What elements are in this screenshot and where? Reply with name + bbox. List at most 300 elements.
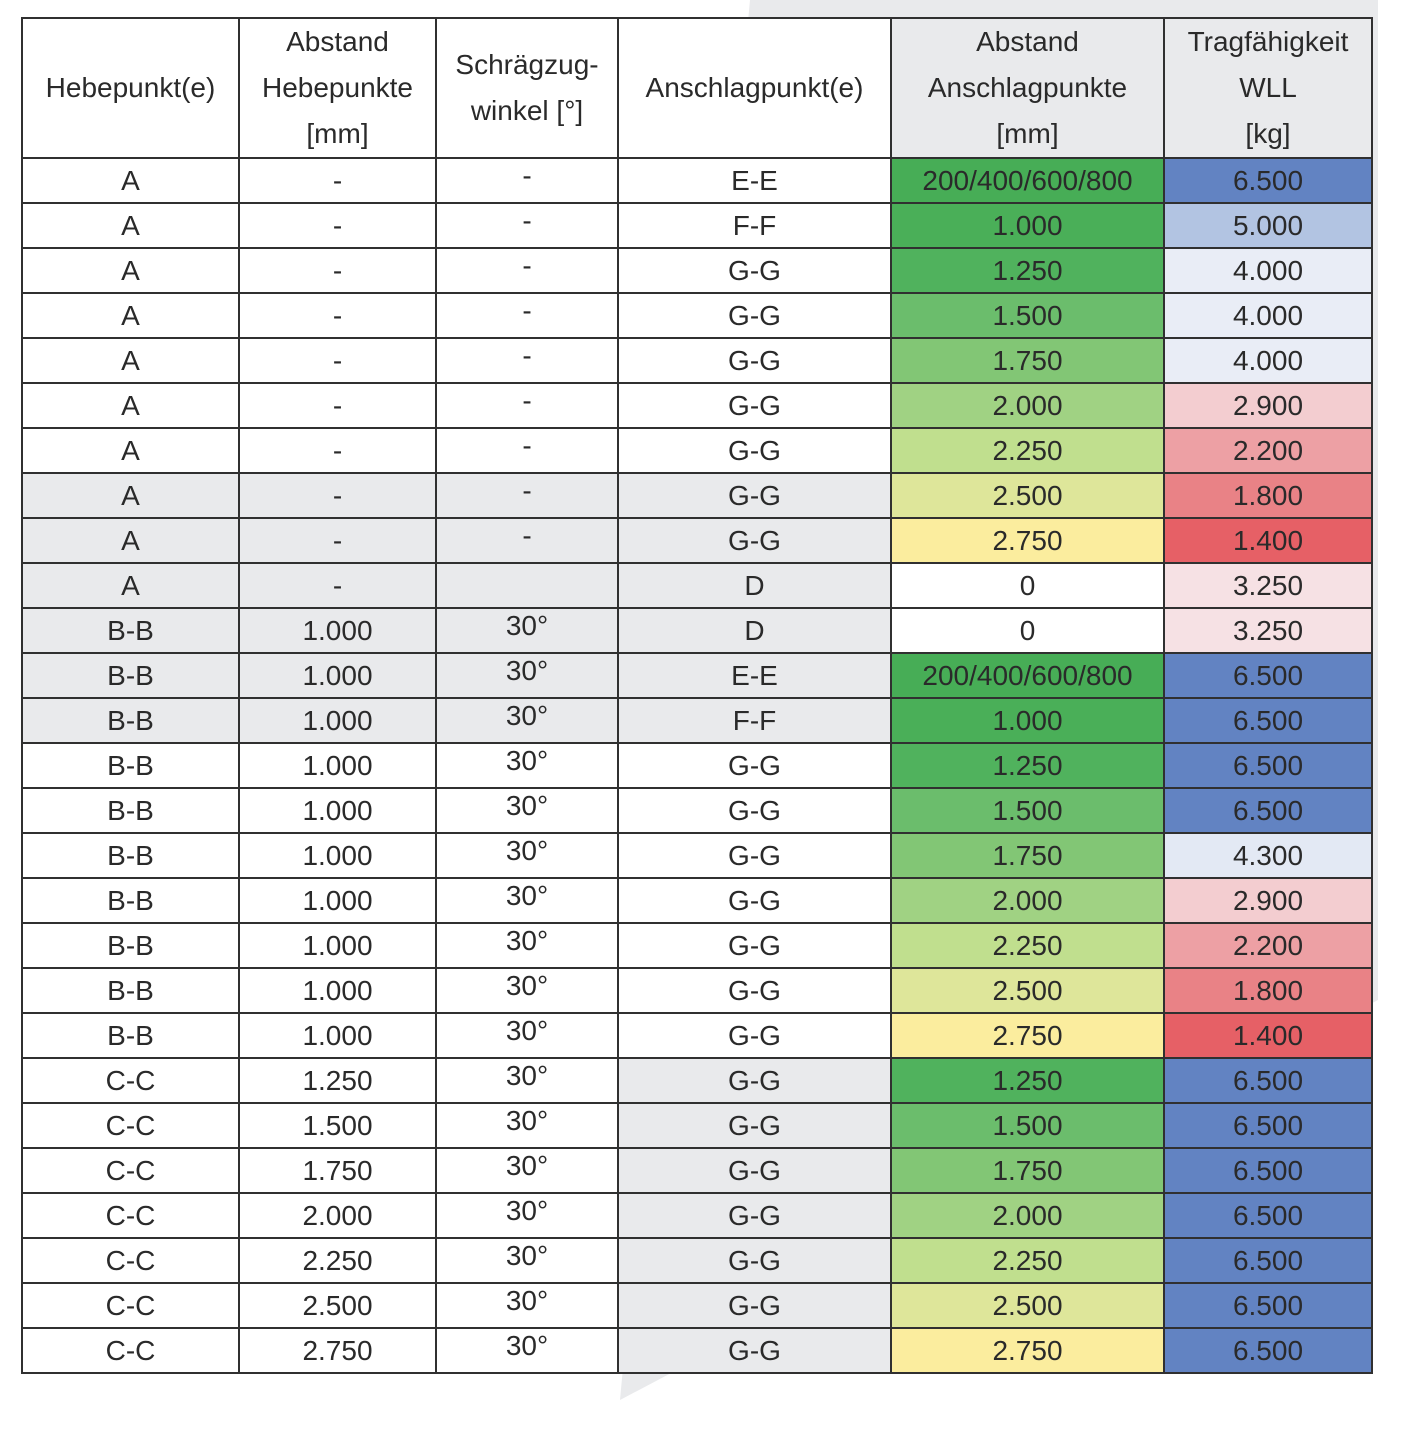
cell-abstand-anschlagpunkte xyxy=(891,833,1164,878)
cell-hebepunkt-text: A xyxy=(121,165,140,196)
cell-tragfaehigkeit-text: 6.500 xyxy=(1232,705,1304,736)
cell-schraegzugwinkel-text: 30° xyxy=(505,655,549,686)
cell-abstand-anschlagpunkte-text: 1.750 xyxy=(992,840,1063,871)
cell-abstand-hebepunkte-text: 2.750 xyxy=(302,1335,373,1366)
cell-tragfaehigkeit xyxy=(1164,428,1372,473)
cell-hebepunkt-text: A xyxy=(121,525,140,556)
cell-abstand-hebepunkte-text: 1.000 xyxy=(302,795,373,826)
cell-schraegzugwinkel-text: - xyxy=(522,475,532,506)
cell-abstand-anschlagpunkte xyxy=(891,158,1164,203)
cell-abstand-hebepunkte-text: - xyxy=(332,480,343,511)
cell-abstand-anschlagpunkte-text: 2.250 xyxy=(992,1245,1063,1276)
cell-anschlagpunkt-text: G-G xyxy=(728,885,781,916)
cell-abstand-hebepunkte xyxy=(239,1328,436,1373)
cell-hebepunkt-text: B-B xyxy=(107,705,154,736)
cell-abstand-anschlagpunkte-text: 1.000 xyxy=(992,210,1063,241)
table-row xyxy=(22,1328,1372,1373)
cell-anschlagpunkt-text: G-G xyxy=(728,1200,781,1231)
cell-abstand-hebepunkte xyxy=(239,1058,436,1103)
cell-hebepunkt xyxy=(22,653,239,698)
cell-abstand-hebepunkte xyxy=(239,608,436,653)
cell-anschlagpunkt xyxy=(618,203,891,248)
cell-tragfaehigkeit xyxy=(1164,1283,1372,1328)
cell-schraegzugwinkel xyxy=(436,1148,618,1193)
cell-tragfaehigkeit xyxy=(1164,1058,1372,1103)
cell-anschlagpunkt-text: G-G xyxy=(728,435,781,466)
cell-anschlagpunkt xyxy=(618,1283,891,1328)
cell-anschlagpunkt xyxy=(618,428,891,473)
cell-anschlagpunkt-text: G-G xyxy=(728,1335,781,1366)
cell-hebepunkt-text: A xyxy=(121,255,140,286)
cell-tragfaehigkeit xyxy=(1164,1013,1372,1058)
cell-hebepunkt-text: C-C xyxy=(105,1155,156,1186)
cell-abstand-anschlagpunkte-text: 2.500 xyxy=(992,1290,1063,1321)
cell-abstand-anschlagpunkte xyxy=(891,788,1164,833)
cell-abstand-anschlagpunkte-text: 2.250 xyxy=(992,435,1063,466)
cell-tragfaehigkeit xyxy=(1164,608,1372,653)
cell-abstand-hebepunkte-text: 2.500 xyxy=(302,1290,373,1321)
cell-schraegzugwinkel xyxy=(436,1283,618,1328)
cell-schraegzugwinkel-text: - xyxy=(522,295,532,326)
table-row xyxy=(22,743,1372,788)
cell-abstand-anschlagpunkte xyxy=(891,653,1164,698)
cell-schraegzugwinkel xyxy=(436,698,618,743)
table-row xyxy=(22,923,1372,968)
cell-abstand-hebepunkte-text: - xyxy=(332,525,343,556)
header-line: [mm] xyxy=(996,118,1059,149)
cell-abstand-anschlagpunkte-text: 2.250 xyxy=(992,930,1063,961)
table-row xyxy=(22,698,1372,743)
cell-schraegzugwinkel xyxy=(436,1058,618,1103)
header-line: Tragfähigkeit xyxy=(1187,26,1349,57)
table-row xyxy=(22,518,1372,563)
cell-anschlagpunkt-text: G-G xyxy=(728,795,781,826)
cell-tragfaehigkeit-text: 1.800 xyxy=(1232,975,1304,1006)
cell-anschlagpunkt xyxy=(618,968,891,1013)
cell-schraegzugwinkel-text: 30° xyxy=(505,790,549,821)
cell-abstand-anschlagpunkte-text: 1.250 xyxy=(992,750,1063,781)
cell-abstand-anschlagpunkte-text: 2.750 xyxy=(992,1020,1063,1051)
table-row xyxy=(22,608,1372,653)
cell-hebepunkt xyxy=(22,788,239,833)
cell-anschlagpunkt-text: G-G xyxy=(728,345,781,376)
cell-anschlagpunkt xyxy=(618,833,891,878)
cell-abstand-hebepunkte xyxy=(239,1283,436,1328)
header-hebepunkt xyxy=(22,18,239,158)
cell-anschlagpunkt-text: G-G xyxy=(728,1245,781,1276)
cell-anschlagpunkt xyxy=(618,1193,891,1238)
cell-tragfaehigkeit-text: 1.800 xyxy=(1232,480,1304,511)
cell-anschlagpunkt xyxy=(618,608,891,653)
cell-abstand-anschlagpunkte-text: 2.500 xyxy=(992,480,1063,511)
cell-schraegzugwinkel-text: 30° xyxy=(505,700,549,731)
cell-hebepunkt xyxy=(22,1103,239,1148)
cell-tragfaehigkeit-text: 4.000 xyxy=(1232,255,1304,286)
cell-tragfaehigkeit xyxy=(1164,203,1372,248)
cell-abstand-hebepunkte xyxy=(239,698,436,743)
cell-tragfaehigkeit-text: 6.500 xyxy=(1232,1290,1304,1321)
cell-tragfaehigkeit-text: 6.500 xyxy=(1232,795,1304,826)
cell-abstand-hebepunkte-text: 1.750 xyxy=(302,1155,373,1186)
cell-tragfaehigkeit-text: 6.500 xyxy=(1232,750,1304,781)
cell-schraegzugwinkel-text: - xyxy=(522,340,532,371)
cell-abstand-anschlagpunkte xyxy=(891,923,1164,968)
cell-hebepunkt xyxy=(22,248,239,293)
cell-hebepunkt xyxy=(22,1193,239,1238)
cell-abstand-hebepunkte xyxy=(239,968,436,1013)
cell-abstand-anschlagpunkte-text: 200/400/600/800 xyxy=(922,165,1133,196)
table-row xyxy=(22,338,1372,383)
cell-tragfaehigkeit xyxy=(1164,1328,1372,1373)
cell-hebepunkt xyxy=(22,923,239,968)
cell-anschlagpunkt-text: G-G xyxy=(728,1065,781,1096)
cell-schraegzugwinkel-text: 30° xyxy=(505,925,549,956)
cell-abstand-anschlagpunkte xyxy=(891,1193,1164,1238)
cell-hebepunkt xyxy=(22,698,239,743)
cell-abstand-anschlagpunkte xyxy=(891,428,1164,473)
cell-abstand-hebepunkte xyxy=(239,743,436,788)
cell-abstand-anschlagpunkte xyxy=(891,698,1164,743)
cell-abstand-anschlagpunkte-text: 1.250 xyxy=(992,255,1063,286)
cell-abstand-hebepunkte-text: 1.000 xyxy=(302,1020,373,1051)
cell-abstand-hebepunkte-text: 1.250 xyxy=(302,1065,373,1096)
cell-hebepunkt xyxy=(22,563,239,608)
cell-tragfaehigkeit-text: 4.300 xyxy=(1232,840,1304,871)
cell-hebepunkt xyxy=(22,878,239,923)
load-capacity-table xyxy=(21,17,1373,1374)
cell-abstand-anschlagpunkte-text: 0 xyxy=(1019,615,1036,646)
table-row xyxy=(22,878,1372,923)
cell-hebepunkt-text: C-C xyxy=(105,1290,156,1321)
cell-abstand-hebepunkte xyxy=(239,1193,436,1238)
cell-schraegzugwinkel-text: 30° xyxy=(505,970,549,1001)
cell-tragfaehigkeit-text: 6.500 xyxy=(1232,1065,1304,1096)
cell-hebepunkt xyxy=(22,293,239,338)
cell-abstand-anschlagpunkte xyxy=(891,1283,1164,1328)
cell-tragfaehigkeit xyxy=(1164,293,1372,338)
cell-hebepunkt xyxy=(22,1283,239,1328)
table-row xyxy=(22,1058,1372,1103)
cell-abstand-hebepunkte-text: - xyxy=(332,345,343,376)
cell-tragfaehigkeit-text: 5.000 xyxy=(1232,210,1304,241)
cell-tragfaehigkeit-text: 4.000 xyxy=(1232,345,1304,376)
cell-tragfaehigkeit-text: 1.400 xyxy=(1232,1020,1304,1051)
cell-schraegzugwinkel xyxy=(436,788,618,833)
header-line: Hebepunkt(e) xyxy=(45,72,216,103)
cell-hebepunkt-text: C-C xyxy=(105,1335,156,1366)
cell-hebepunkt-text: B-B xyxy=(107,885,154,916)
cell-anschlagpunkt-text: G-G xyxy=(728,390,781,421)
cell-schraegzugwinkel xyxy=(436,923,618,968)
cell-hebepunkt xyxy=(22,428,239,473)
cell-schraegzugwinkel-text: - xyxy=(522,205,532,236)
cell-abstand-anschlagpunkte xyxy=(891,608,1164,653)
cell-abstand-hebepunkte xyxy=(239,923,436,968)
cell-hebepunkt-text: A xyxy=(121,210,140,241)
cell-schraegzugwinkel-text: - xyxy=(522,430,532,461)
header-line: Schrägzug- xyxy=(455,49,599,80)
cell-abstand-anschlagpunkte xyxy=(891,383,1164,428)
cell-hebepunkt-text: B-B xyxy=(107,930,154,961)
cell-abstand-hebepunkte-text: 1.000 xyxy=(302,615,373,646)
cell-hebepunkt-text: B-B xyxy=(107,660,154,691)
table-row xyxy=(22,653,1372,698)
cell-schraegzugwinkel-text: 30° xyxy=(505,610,549,641)
cell-schraegzugwinkel xyxy=(436,428,618,473)
cell-tragfaehigkeit-text: 6.500 xyxy=(1232,660,1304,691)
cell-hebepunkt-text: A xyxy=(121,480,140,511)
cell-abstand-hebepunkte xyxy=(239,1148,436,1193)
cell-abstand-hebepunkte xyxy=(239,203,436,248)
cell-hebepunkt xyxy=(22,833,239,878)
cell-schraegzugwinkel xyxy=(436,833,618,878)
cell-anschlagpunkt-text: G-G xyxy=(728,1110,781,1141)
cell-schraegzugwinkel xyxy=(436,518,618,563)
cell-abstand-anschlagpunkte-text: 2.000 xyxy=(992,390,1063,421)
cell-schraegzugwinkel-text: 30° xyxy=(505,1150,549,1181)
cell-tragfaehigkeit xyxy=(1164,473,1372,518)
cell-abstand-hebepunkte xyxy=(239,293,436,338)
cell-anschlagpunkt xyxy=(618,788,891,833)
table-row xyxy=(22,158,1372,203)
cell-hebepunkt-text: C-C xyxy=(105,1200,156,1231)
cell-schraegzugwinkel xyxy=(436,248,618,293)
cell-schraegzugwinkel-text: - xyxy=(522,250,532,281)
cell-hebepunkt-text: C-C xyxy=(105,1245,156,1276)
cell-hebepunkt-text: A xyxy=(121,390,140,421)
cell-abstand-hebepunkte xyxy=(239,1103,436,1148)
cell-abstand-anschlagpunkte xyxy=(891,968,1164,1013)
cell-abstand-anschlagpunkte xyxy=(891,1148,1164,1193)
cell-abstand-hebepunkte xyxy=(239,833,436,878)
cell-schraegzugwinkel-text: 30° xyxy=(505,835,549,866)
table-row xyxy=(22,1238,1372,1283)
cell-abstand-hebepunkte-text: 2.250 xyxy=(302,1245,373,1276)
header-tragfaehigkeit-wll xyxy=(1164,18,1372,158)
cell-tragfaehigkeit xyxy=(1164,1193,1372,1238)
cell-hebepunkt xyxy=(22,338,239,383)
table-row xyxy=(22,293,1372,338)
cell-abstand-hebepunkte xyxy=(239,788,436,833)
cell-tragfaehigkeit xyxy=(1164,248,1372,293)
cell-schraegzugwinkel xyxy=(436,293,618,338)
header-line: winkel [°] xyxy=(470,95,584,126)
cell-schraegzugwinkel-text: 30° xyxy=(505,1105,549,1136)
cell-abstand-anschlagpunkte-text: 1.500 xyxy=(992,300,1063,331)
cell-anschlagpunkt-text: G-G xyxy=(728,525,781,556)
cell-anschlagpunkt-text: G-G xyxy=(728,1155,781,1186)
cell-hebepunkt-text: B-B xyxy=(107,750,154,781)
header-line: Anschlagpunkte xyxy=(927,72,1128,103)
cell-abstand-hebepunkte-text: - xyxy=(332,255,343,286)
cell-anschlagpunkt xyxy=(618,923,891,968)
cell-tragfaehigkeit-text: 3.250 xyxy=(1232,615,1304,646)
cell-tragfaehigkeit xyxy=(1164,833,1372,878)
cell-anschlagpunkt xyxy=(618,698,891,743)
cell-abstand-anschlagpunkte-text: 2.750 xyxy=(992,1335,1063,1366)
cell-abstand-anschlagpunkte xyxy=(891,203,1164,248)
cell-schraegzugwinkel-text: 30° xyxy=(505,1330,549,1361)
cell-abstand-hebepunkte-text: 1.000 xyxy=(302,840,373,871)
header-line: [kg] xyxy=(1245,118,1291,149)
cell-abstand-hebepunkte-text: - xyxy=(332,570,343,601)
cell-tragfaehigkeit xyxy=(1164,788,1372,833)
cell-abstand-hebepunkte xyxy=(239,158,436,203)
cell-hebepunkt xyxy=(22,1013,239,1058)
cell-abstand-hebepunkte xyxy=(239,248,436,293)
cell-schraegzugwinkel-text: 30° xyxy=(505,1285,549,1316)
cell-tragfaehigkeit-text: 6.500 xyxy=(1232,165,1304,196)
cell-abstand-anschlagpunkte xyxy=(891,338,1164,383)
cell-hebepunkt-text: B-B xyxy=(107,840,154,871)
cell-abstand-anschlagpunkte-text: 1.000 xyxy=(992,705,1063,736)
cell-abstand-hebepunkte-text: - xyxy=(332,210,343,241)
cell-schraegzugwinkel-text: 30° xyxy=(505,880,549,911)
cell-anschlagpunkt xyxy=(618,1328,891,1373)
cell-tragfaehigkeit-text: 4.000 xyxy=(1232,300,1304,331)
cell-abstand-hebepunkte-text: 1.000 xyxy=(302,660,373,691)
table-row xyxy=(22,1193,1372,1238)
table-row xyxy=(22,1148,1372,1193)
header-line: Anschlagpunkt(e) xyxy=(645,72,864,103)
cell-tragfaehigkeit xyxy=(1164,518,1372,563)
cell-hebepunkt-text: B-B xyxy=(107,615,154,646)
header-anschlagpunkt xyxy=(618,18,891,158)
cell-tragfaehigkeit-text: 2.900 xyxy=(1232,390,1304,421)
cell-anschlagpunkt-text: G-G xyxy=(728,255,781,286)
cell-abstand-anschlagpunkte-text: 2.500 xyxy=(992,975,1063,1006)
cell-anschlagpunkt xyxy=(618,1058,891,1103)
cell-tragfaehigkeit xyxy=(1164,383,1372,428)
cell-tragfaehigkeit-text: 2.900 xyxy=(1232,885,1304,916)
cell-schraegzugwinkel xyxy=(436,1328,618,1373)
cell-schraegzugwinkel xyxy=(436,158,618,203)
cell-abstand-anschlagpunkte xyxy=(891,293,1164,338)
cell-anschlagpunkt-text: D xyxy=(744,570,765,601)
cell-abstand-hebepunkte xyxy=(239,1013,436,1058)
cell-schraegzugwinkel xyxy=(436,743,618,788)
cell-hebepunkt-text: C-C xyxy=(105,1110,156,1141)
cell-hebepunkt-text: B-B xyxy=(107,795,154,826)
cell-schraegzugwinkel xyxy=(436,1013,618,1058)
cell-abstand-anschlagpunkte-text: 2.000 xyxy=(992,885,1063,916)
cell-anschlagpunkt xyxy=(618,743,891,788)
cell-hebepunkt-text: A xyxy=(121,300,140,331)
cell-abstand-anschlagpunkte-text: 1.750 xyxy=(992,345,1063,376)
table-row xyxy=(22,203,1372,248)
cell-anschlagpunkt xyxy=(618,518,891,563)
cell-abstand-anschlagpunkte xyxy=(891,473,1164,518)
cell-anschlagpunkt xyxy=(618,878,891,923)
cell-hebepunkt xyxy=(22,608,239,653)
table-row xyxy=(22,788,1372,833)
cell-tragfaehigkeit xyxy=(1164,923,1372,968)
cell-schraegzugwinkel xyxy=(436,1193,618,1238)
cell-abstand-anschlagpunkte-text: 1.500 xyxy=(992,795,1063,826)
cell-abstand-anschlagpunkte-text: 2.000 xyxy=(992,1200,1063,1231)
cell-schraegzugwinkel xyxy=(436,383,618,428)
cell-tragfaehigkeit xyxy=(1164,743,1372,788)
cell-schraegzugwinkel-text: 30° xyxy=(505,745,549,776)
cell-abstand-hebepunkte-text: 1.500 xyxy=(302,1110,373,1141)
cell-anschlagpunkt xyxy=(618,653,891,698)
cell-hebepunkt xyxy=(22,1148,239,1193)
cell-tragfaehigkeit xyxy=(1164,968,1372,1013)
cell-tragfaehigkeit xyxy=(1164,653,1372,698)
cell-anschlagpunkt-text: E-E xyxy=(731,165,778,196)
cell-abstand-anschlagpunkte xyxy=(891,1103,1164,1148)
cell-schraegzugwinkel xyxy=(436,653,618,698)
cell-hebepunkt xyxy=(22,473,239,518)
cell-abstand-anschlagpunkte-text: 2.750 xyxy=(992,525,1063,556)
cell-abstand-anschlagpunkte xyxy=(891,743,1164,788)
cell-tragfaehigkeit-text: 6.500 xyxy=(1232,1110,1304,1141)
cell-tragfaehigkeit xyxy=(1164,878,1372,923)
cell-schraegzugwinkel xyxy=(436,563,618,608)
table-row xyxy=(22,968,1372,1013)
cell-tragfaehigkeit xyxy=(1164,1238,1372,1283)
cell-abstand-anschlagpunkte xyxy=(891,1238,1164,1283)
cell-abstand-anschlagpunkte-text: 0 xyxy=(1019,570,1036,601)
cell-anschlagpunkt-text: G-G xyxy=(728,300,781,331)
cell-tragfaehigkeit-text: 6.500 xyxy=(1232,1245,1304,1276)
cell-abstand-hebepunkte-text: 1.000 xyxy=(302,885,373,916)
cell-abstand-anschlagpunkte xyxy=(891,563,1164,608)
cell-anschlagpunkt-text: E-E xyxy=(731,660,778,691)
table-header xyxy=(22,18,1372,158)
header-abstand-anschlagpunkte xyxy=(891,18,1164,158)
cell-anschlagpunkt xyxy=(618,338,891,383)
cell-abstand-anschlagpunkte xyxy=(891,1328,1164,1373)
cell-schraegzugwinkel-text: 30° xyxy=(505,1195,549,1226)
cell-abstand-hebepunkte xyxy=(239,1238,436,1283)
cell-schraegzugwinkel xyxy=(436,473,618,518)
cell-abstand-hebepunkte xyxy=(239,338,436,383)
cell-hebepunkt-text: B-B xyxy=(107,975,154,1006)
header-line: Abstand xyxy=(286,26,389,57)
cell-schraegzugwinkel xyxy=(436,1103,618,1148)
cell-anschlagpunkt xyxy=(618,158,891,203)
cell-abstand-anschlagpunkte-text: 1.750 xyxy=(992,1155,1063,1186)
cell-anschlagpunkt-text: G-G xyxy=(728,1290,781,1321)
table-row xyxy=(22,248,1372,293)
table-row xyxy=(22,383,1372,428)
header-row xyxy=(22,18,1372,158)
header-schraegzugwinkel xyxy=(436,18,618,158)
cell-abstand-hebepunkte xyxy=(239,518,436,563)
cell-anschlagpunkt-text: G-G xyxy=(728,480,781,511)
cell-hebepunkt xyxy=(22,383,239,428)
cell-hebepunkt xyxy=(22,1328,239,1373)
cell-anschlagpunkt xyxy=(618,1103,891,1148)
cell-hebepunkt xyxy=(22,518,239,563)
cell-schraegzugwinkel-text: 30° xyxy=(505,1240,549,1271)
cell-abstand-anschlagpunkte-text: 200/400/600/800 xyxy=(922,660,1133,691)
cell-abstand-hebepunkte-text: - xyxy=(332,435,343,466)
cell-anschlagpunkt xyxy=(618,473,891,518)
cell-abstand-hebepunkte-text: - xyxy=(332,300,343,331)
cell-anschlagpunkt-text: G-G xyxy=(728,930,781,961)
cell-anschlagpunkt-text: G-G xyxy=(728,840,781,871)
table-row xyxy=(22,1103,1372,1148)
cell-abstand-hebepunkte xyxy=(239,878,436,923)
cell-abstand-hebepunkte-text: 2.000 xyxy=(302,1200,373,1231)
cell-tragfaehigkeit xyxy=(1164,563,1372,608)
cell-abstand-hebepunkte xyxy=(239,563,436,608)
cell-anschlagpunkt xyxy=(618,383,891,428)
table-row xyxy=(22,833,1372,878)
cell-tragfaehigkeit xyxy=(1164,338,1372,383)
